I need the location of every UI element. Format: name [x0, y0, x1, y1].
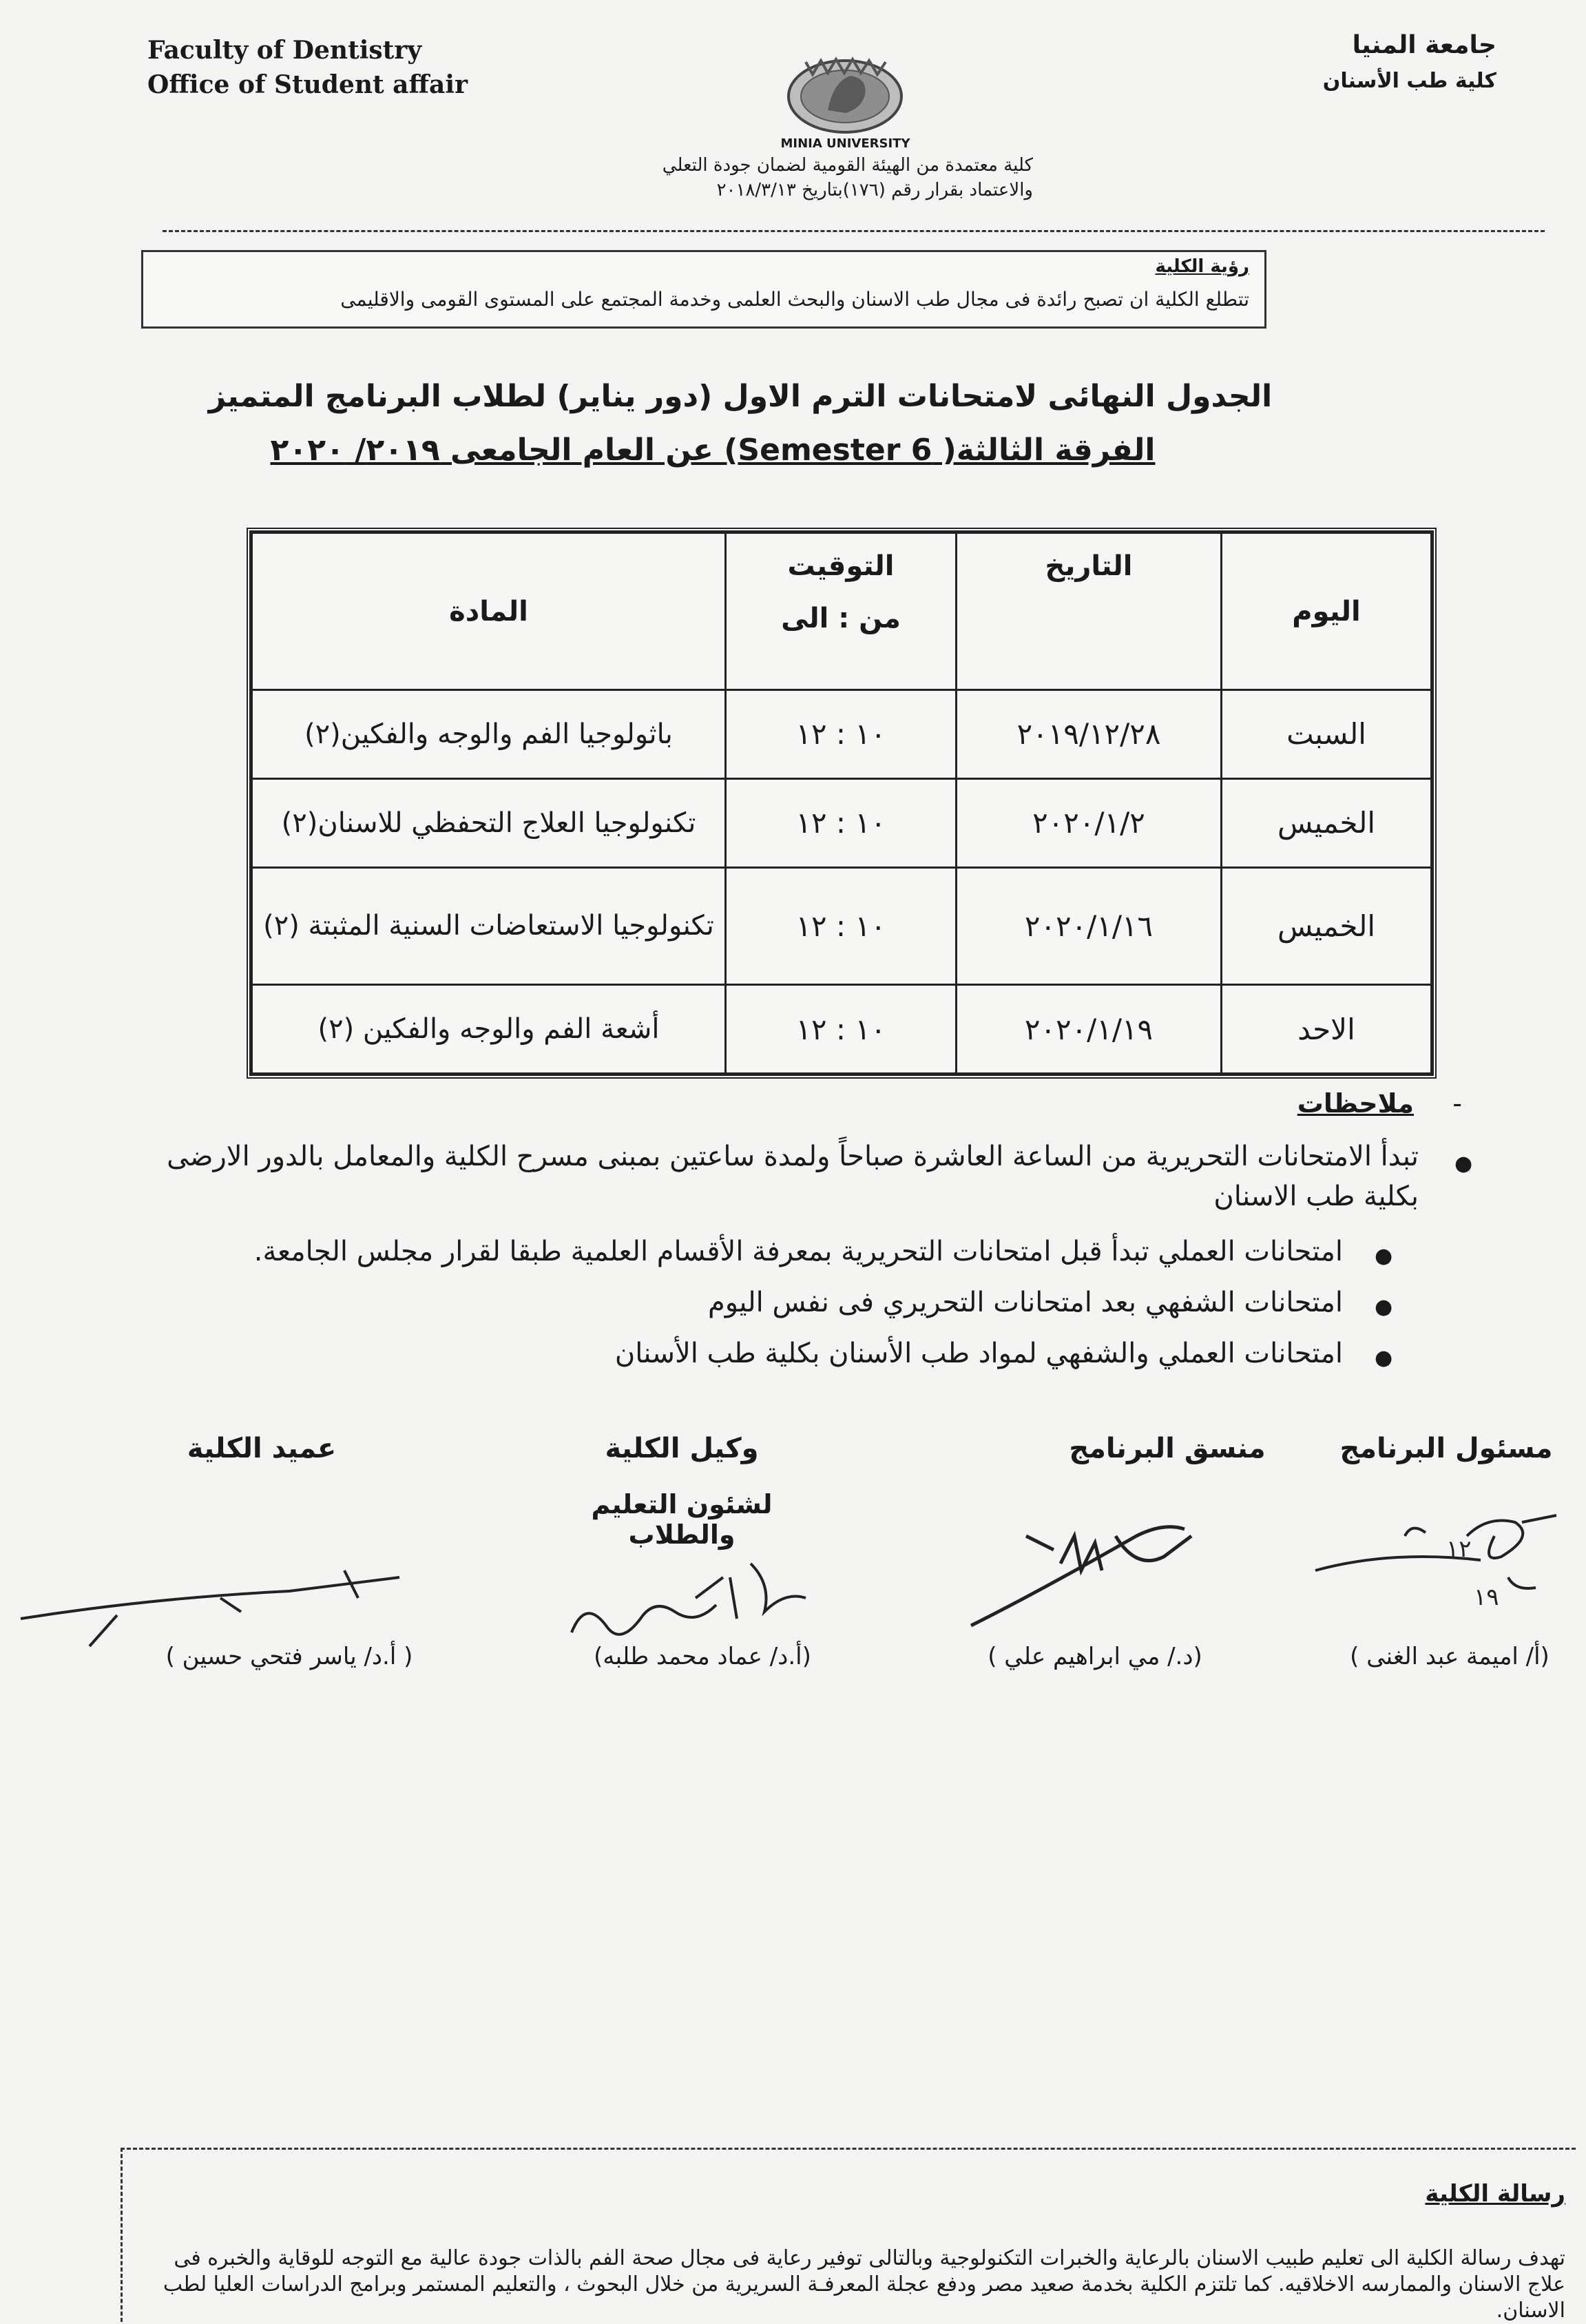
bullet-icon: ●: [1375, 1244, 1393, 1268]
note-item: امتحانات العملي تبدأ قبل امتحانات التحريرية بمعرفة الأقسام العلمية طبقا لقرار مجلس الجامعة.: [253, 1236, 1343, 1267]
table-row: [252, 778, 1432, 867]
table-row: [252, 690, 1432, 779]
bullet-icon: ●: [1454, 1152, 1473, 1176]
exam-schedule-table: [247, 528, 1437, 1079]
vice-dean-signature: [558, 1536, 833, 1653]
row-time: [726, 778, 957, 867]
row-date: [957, 867, 1222, 984]
dean-title: عميد الكلية: [187, 1433, 337, 1464]
dean-name: ( أ.د/ ياسر فتحي حسين ): [165, 1643, 413, 1670]
office-name-en: Office of Student affair: [147, 70, 468, 99]
row-date: [957, 690, 1222, 779]
vice-dean-name: (أ.د/ عماد محمد طلبه): [594, 1643, 811, 1670]
row-subject: تكنولوجيا الاستعاضات السنية المثبتة (٢): [252, 867, 726, 984]
row-time-value: ١٠ : ١٢: [795, 717, 886, 751]
note-item: تبدأ الامتحانات التحريرية من الساعة العاشرة صباحاً ولمدة ساعتين بمبنى مسرح الكلية والمعامل بالدور الارضى بكلية طب الاسنان: [167, 1141, 1419, 1212]
row-subject: تكنولوجيا العلاج التحفظي للاسنان(٢): [252, 778, 726, 867]
program-officer-title: مسئول البرنامج: [1339, 1433, 1553, 1464]
dean-signature: [14, 1557, 427, 1653]
program-officer-signature: [1308, 1495, 1570, 1612]
row-time-value: ١٠ : ١٢: [795, 909, 886, 943]
row-day: الخميس: [1222, 778, 1432, 867]
accreditation-line-1: كلية معتمدة من الهيئة القومية لضمان جودة التعلي: [662, 155, 1033, 176]
vision-box: [141, 250, 1266, 329]
header-divider: [163, 230, 1545, 232]
table-header-row: [252, 533, 1432, 690]
header-time-sub: من : الى: [781, 603, 901, 634]
note-item: امتحانات العملي والشفهي لمواد طب الأسنان بكلية طب الأسنان: [614, 1338, 1343, 1369]
faculty-name-ar: كلية طب الأسنان: [1322, 69, 1496, 93]
row-date-value: ٢٠٢٠/١/١٦: [1024, 909, 1154, 943]
header-date: التاريخ: [957, 533, 1222, 690]
logo-caption: MINIA UNIVERSITY: [780, 136, 910, 151]
row-day: الاحد: [1222, 985, 1432, 1074]
header-day: اليوم: [1222, 533, 1432, 690]
vice-dean-subtitle: لشئون التعليم والطلاب: [591, 1489, 773, 1550]
schedule-title: الجدول النهائى لامتحانات الترم الاول (دور يناير) لطلاب البرنامج المتميز: [208, 379, 1273, 414]
vision-title: رؤية الكلية: [1155, 256, 1249, 277]
vice-dean-title-text: وكيل الكلية: [605, 1433, 759, 1464]
header-subject: المادة: [252, 533, 726, 690]
schedule-subtitle: [207, 433, 1219, 468]
notes-dash: -: [1452, 1088, 1462, 1119]
accreditation-note: [647, 153, 1033, 203]
row-time-value: ١٠ : ١٢: [795, 806, 886, 840]
table-row: [252, 985, 1432, 1074]
university-name-ar: جامعة المنيا: [1352, 31, 1496, 59]
row-date-value: ٢٠١٩/١٢/٢٨: [1016, 717, 1161, 751]
mission-text: تهدف رسالة الكلية الى تعليم طبيب الاسنان بالرعاية والخبرات التكنولوجية وبالتالى توفير رعاية فى مجال صحة الفم بالذات جودة عالية مع التوجه للوقاية والخبره فى علاج الاسنان والممارسه الاخلاقيه. كما تلتزم الكلية بخدمة صعيد مصر ودفع عجلة المعرفـة السريرية من خلال البحوث ، والتعليم المستمر وبرامج الدراسات العليا لطب الاسنان.: [163, 2246, 1565, 2323]
program-coordinator-name: (د./ مي ابراهيم علي ): [988, 1643, 1202, 1670]
row-subject: أشعة الفم والوجه والفكين (٢): [252, 985, 726, 1074]
faculty-header-arabic: [1323, 28, 1496, 99]
row-date-value: ٢٠٢٠/١/٢: [1032, 806, 1145, 840]
program-officer-name: (أ/ اميمة عبد الغنى ): [1350, 1643, 1550, 1670]
row-day: الخميس: [1222, 867, 1432, 984]
table-row: [252, 867, 1432, 984]
notes-title: ملاحظات: [1297, 1088, 1414, 1119]
note-item: امتحانات الشفهي بعد امتحانات التحريري فى نفس اليوم: [707, 1287, 1343, 1318]
svg-text:١٢: ١٢: [1446, 1535, 1472, 1563]
row-subject: باثولوجيا الفم والوجه والفكين(٢): [252, 690, 726, 779]
row-day: السبت: [1222, 690, 1432, 779]
faculty-header-english: [147, 33, 468, 102]
accreditation-line-2: والاعتماد بقرار رقم (١٧٦)بتاريخ ٢٠١٨/٣/١٣: [716, 180, 1033, 200]
row-time: [726, 690, 957, 779]
svg-text:١٩: ١٩: [1474, 1584, 1499, 1611]
header-time-label: التوقيت: [787, 550, 895, 582]
row-time: [726, 985, 957, 1074]
vice-dean-title: [537, 1433, 826, 1550]
row-date: [957, 778, 1222, 867]
schedule-subtitle-text: الفرقة الثالثة( Semester 6) عن العام الجامعى ٢٠١٩/ ٢٠٢٠: [270, 433, 1156, 468]
header-time: [726, 533, 957, 690]
minia-university-logo: [764, 54, 926, 150]
row-time-value: ١٠ : ١٢: [795, 1012, 886, 1046]
program-coordinator-signature: [957, 1495, 1246, 1632]
row-date-value: ٢٠٢٠/١/١٩: [1024, 1012, 1154, 1046]
row-date: [957, 985, 1222, 1074]
bullet-icon: ●: [1375, 1295, 1393, 1319]
bullet-icon: ●: [1375, 1346, 1393, 1370]
program-coordinator-title: منسق البرنامج: [1069, 1433, 1266, 1464]
mission-title: رسالة الكلية: [1425, 2180, 1565, 2208]
faculty-name-en: Faculty of Dentistry: [147, 36, 422, 65]
vision-text: تتطلع الكلية ان تصبح رائدة فى مجال طب الاسنان والبحث العلمى وخدمة المجتمع على المستوى القومى والاقليمى: [340, 288, 1249, 311]
row-time: [726, 867, 957, 984]
